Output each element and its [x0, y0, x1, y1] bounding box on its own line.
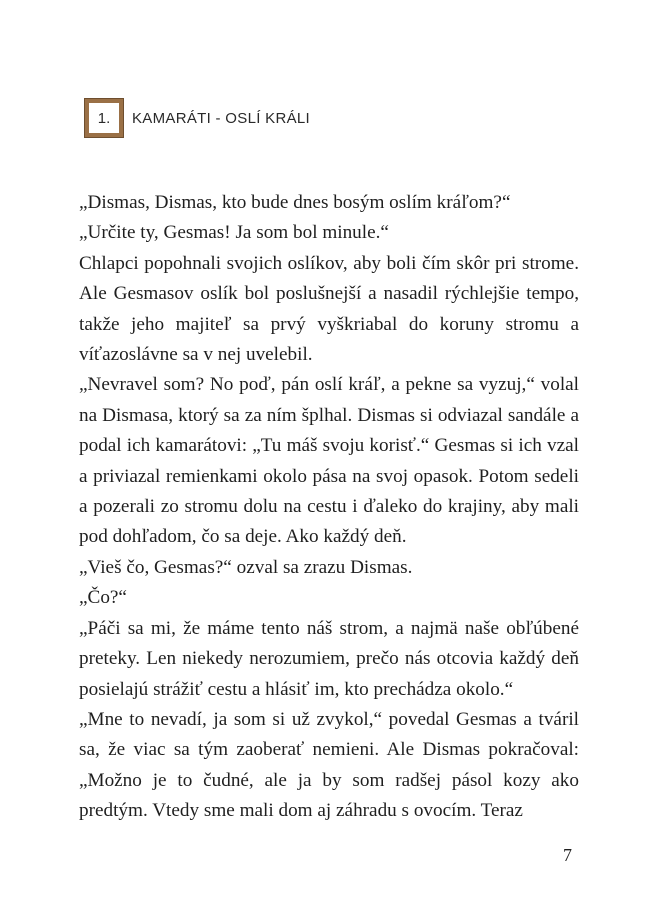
paragraph: Chlapci popohnali svojich oslíkov, aby boli čím skôr pri strome. Ale Gesmasov oslík bol poslušnejší a nasadil rýchlejšie tempo, takže jeho majiteľ sa prvý vyškriabal do koruny stromu a víťazoslávne sa v nej uvelebil. — [79, 252, 579, 366]
paragraph: „Určite ty, Gesmas! Ja som bol minule.“ — [79, 222, 389, 244]
chapter-header — [84, 98, 310, 138]
paragraph: „Vieš čo, Gesmas?“ ozval sa zrazu Dismas. — [79, 556, 413, 578]
body-text — [79, 188, 579, 827]
paragraph: „Mne to nevadí, ja som si už zvykol,“ povedal Gesmas a tváril sa, že viac sa tým zaoberať nemieni. Ale Dismas pokračoval: „Možno je to čudné, ale ja by som radšej pásol kozy ako predtým. Vtedy sme mali dom aj záhradu s ovocím. Teraz — [79, 708, 579, 822]
chapter-title: KAMARÁTI - OSLÍ KRÁLI — [132, 109, 311, 127]
paragraph: „Dismas, Dismas, kto bude dnes bosým oslím kráľom?“ — [79, 192, 511, 213]
chapter-number-frame — [84, 98, 124, 138]
paragraph: „Čo?“ — [79, 587, 127, 609]
page-number: 7 — [563, 845, 572, 865]
paragraph: „Nevravel som? No poď, pán oslí kráľ, a pekne sa vyzuj,“ volal na Dismasa, ktorý sa za ním šplhal. Dismas si odviazal sandále a podal ich kamarátovi: „Tu máš svoju korisť.“ Gesmas si ich vzal a priviazal remienkami okolo pása na svoj opasok. Potom sedeli a pozerali zo stromu dolu na cestu i ďaleko do krajiny, aby mali pod dohľadom, čo sa deje. Ako každý deň. — [79, 374, 579, 548]
paragraph: „Páči sa mi, že máme tento náš strom, a najmä naše obľúbené preteky. Len niekedy nerozumiem, prečo nás otcovia každý deň posielajú strážiť cestu a hlásiť im, kto prechádza okolo.“ — [79, 617, 579, 700]
chapter-number: 1. — [97, 109, 111, 127]
